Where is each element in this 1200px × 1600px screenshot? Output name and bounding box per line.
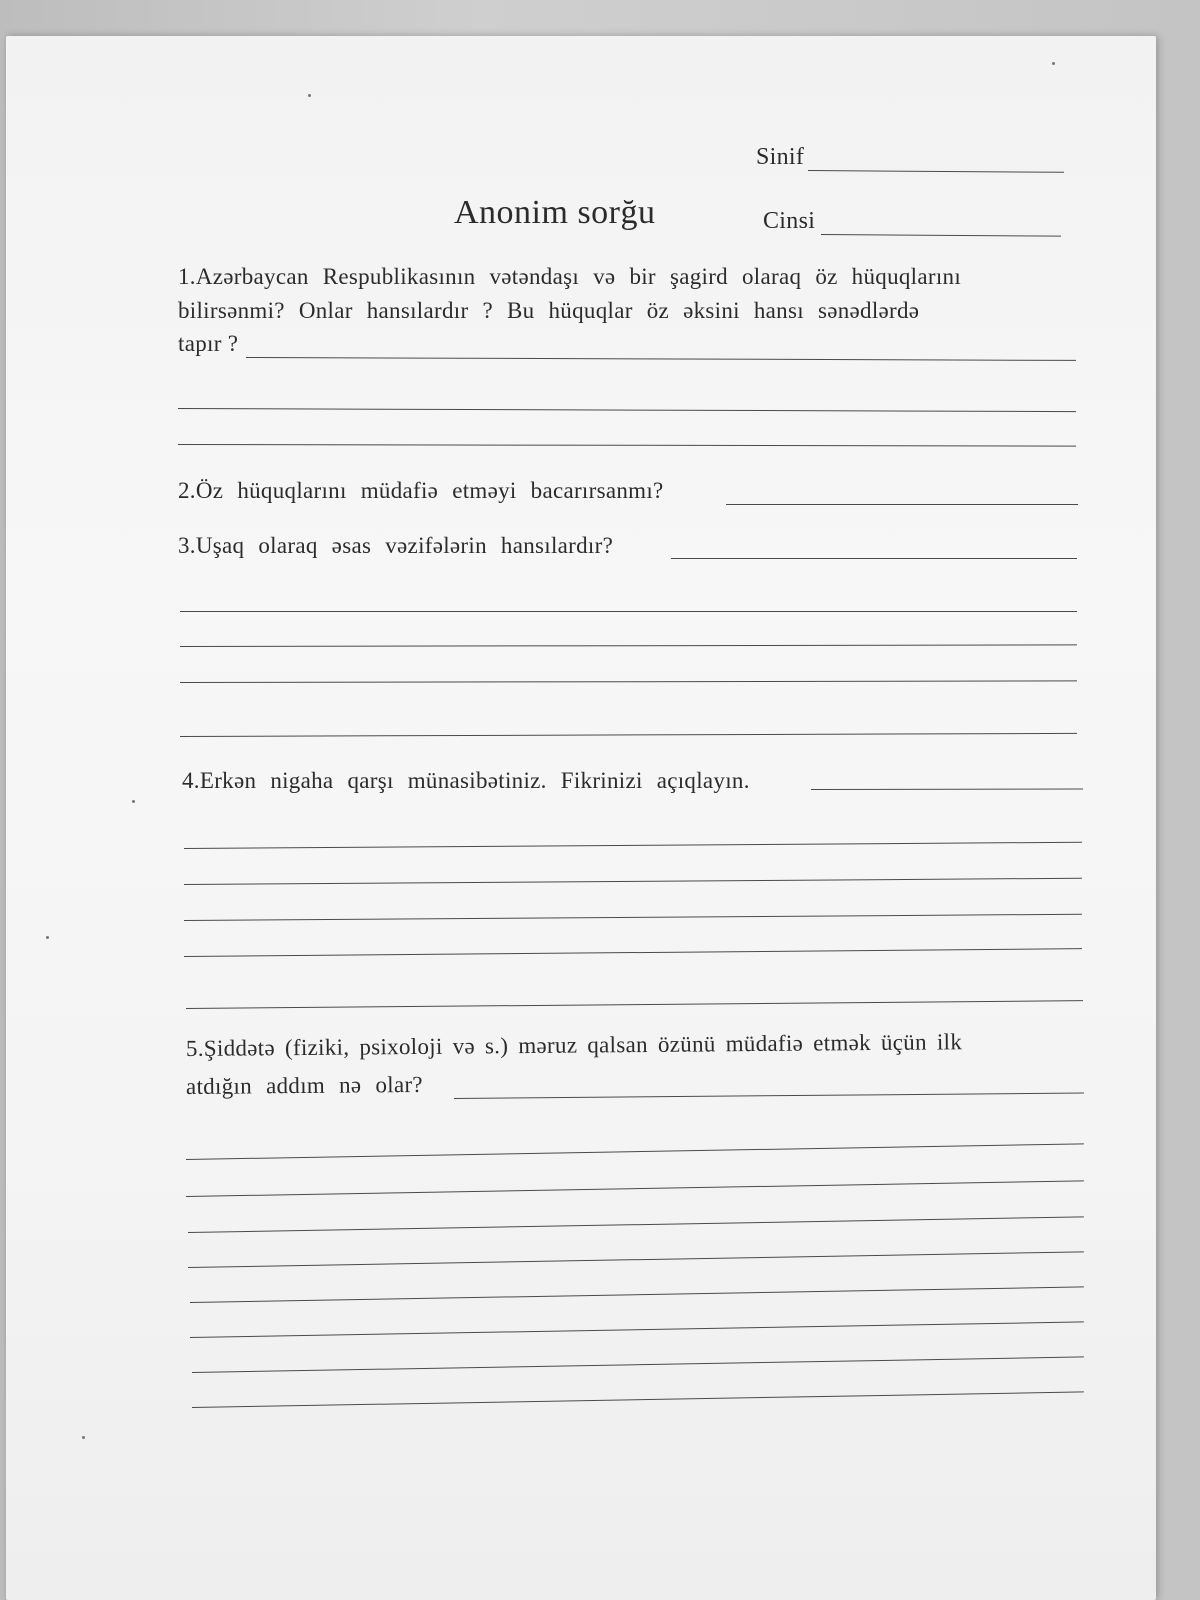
question-1-line-3: tapır ? [178, 331, 239, 356]
question-2: 2.Öz hüquqlarını müdafiə etməyi bacarırsanmı? [178, 478, 664, 503]
class-answer-line[interactable] [808, 170, 1064, 173]
answer-line[interactable] [811, 789, 1083, 790]
question-1-line-1: 1.Azərbaycan Respublikasının vətəndaşı və bir şagird olaraq öz hüquqlarını [178, 264, 962, 289]
paper-speck [1052, 62, 1055, 65]
question-4: 4.Erkən nigaha qarşı münasibətiniz. Fikrinizi açıqlayın. [182, 768, 750, 793]
answer-line[interactable] [180, 680, 1077, 683]
answer-line[interactable] [184, 878, 1082, 885]
class-label: Sinif [756, 144, 805, 170]
answer-line[interactable] [192, 1356, 1084, 1373]
answer-line[interactable] [178, 444, 1076, 447]
answer-line[interactable] [186, 1143, 1084, 1160]
answer-line[interactable] [184, 948, 1082, 957]
paper-speck [82, 1436, 85, 1439]
answer-line[interactable] [186, 1000, 1083, 1009]
survey-sheet [6, 36, 1156, 1600]
question-3: 3.Uşaq olaraq əsas vəzifələrin hansılardır? [178, 533, 614, 558]
question-5-line-2: atdığın addım nə olar? [185, 1071, 424, 1099]
answer-line[interactable] [186, 1180, 1084, 1197]
paper-speck [132, 800, 135, 803]
question-1-line-2: bilirsənmi? Onlar hansılardır ? Bu hüquqlar öz əksini hansı sənədlərdə [178, 298, 920, 323]
answer-line[interactable] [188, 1216, 1084, 1233]
question-5-line-1: 5.Şiddətə (fiziki, psixoloji və s.) məruz qalsan özünü müdafiə etmək üçün ilk [185, 1029, 963, 1061]
answer-line[interactable] [188, 1251, 1084, 1268]
gender-answer-line[interactable] [821, 234, 1061, 237]
survey-title: Anonim sorğu [454, 194, 656, 231]
answer-line[interactable] [671, 558, 1077, 559]
answer-line[interactable] [178, 408, 1076, 412]
answer-line[interactable] [180, 644, 1077, 647]
answer-line[interactable] [180, 611, 1077, 612]
answer-line[interactable] [454, 1093, 1084, 1099]
answer-line[interactable] [184, 842, 1082, 849]
gender-label: Cinsi [763, 208, 816, 234]
paper-speck [46, 936, 49, 939]
answer-line[interactable] [180, 733, 1077, 737]
paper-speck [308, 94, 311, 97]
answer-line[interactable] [184, 914, 1082, 921]
answer-line[interactable] [190, 1286, 1084, 1303]
answer-line[interactable] [190, 1321, 1084, 1338]
answer-line[interactable] [726, 504, 1078, 505]
answer-line[interactable] [192, 1391, 1084, 1408]
answer-line[interactable] [246, 357, 1076, 361]
